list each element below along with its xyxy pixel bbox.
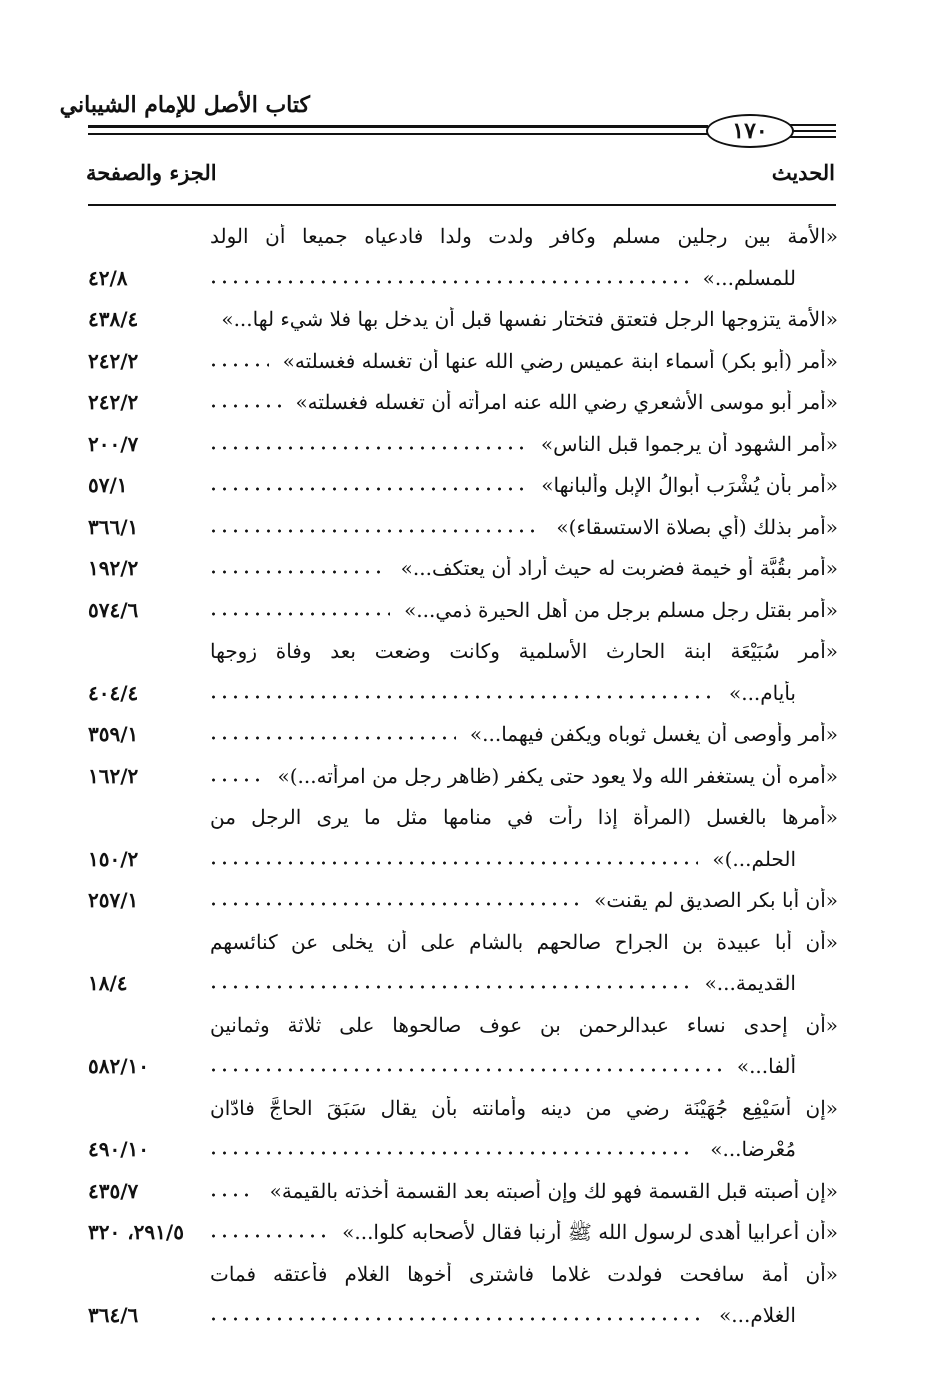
index-entry-line [88,1299,838,1341]
header-rule-right [790,130,836,132]
header-rule-right [790,136,836,138]
leader-dots [208,770,263,790]
entry-reference: ١٩٢/٢ [88,556,139,580]
entry-reference: ٢٤٢/٢ [88,348,139,373]
column-heading-rule [88,204,836,206]
entry-reference: ٥٧٤/٦ [88,597,139,622]
leader-dots [208,1226,328,1246]
leader-dots [208,728,456,748]
leader-dots [208,438,527,458]
index-entry-line [88,1092,838,1134]
page-number: ١٧٠ [706,114,794,148]
index-entry-line [88,677,838,719]
header-rule-top [88,125,708,128]
leader-dots [208,894,580,914]
index-entry-line [88,718,838,760]
entry-text: «أمر وأوصى أن يغسل ثوباه ويكفن فيهما...» [469,722,838,746]
index-entry-line [88,967,838,1009]
entry-text: الحلم...)» [712,846,796,871]
index-entry-line [88,635,838,677]
entry-reference: ٢٥٧/١ [88,888,139,912]
entry-reference: ٤٣٨/٤ [88,307,139,331]
entry-text: بأيام...» [728,680,796,705]
leader-dots [208,479,527,499]
entry-reference: ٣٦٦/١ [88,514,139,539]
leader-dots [208,562,387,582]
column-heading-hadith: الحديث [771,160,835,185]
index-entry-line [88,262,838,304]
entry-text: «أمره أن يستغفر الله ولا يعود حتى يكفر (ظاهر رجل من امرأته...)» [277,763,838,788]
entry-text: «أمر (أبو بكر) أسماء ابنة عميس رضي الله عنها أن تغسله فغسلته» [282,348,838,373]
header-rule-bottom [88,133,708,135]
header-rule-right [790,124,836,126]
leader-dots [208,355,269,375]
leader-dots [208,687,715,707]
entry-text: «أن أبا بكر الصديق لم يقنت» [594,888,838,912]
index-entry-line [88,594,838,636]
entry-text: «أمر بأن يُشْرَب أبوالُ الإبل وألبانها» [541,473,838,497]
entry-reference: ٤٢/٨ [88,265,128,290]
entry-text: «أمرها بالغسل (المرأة إذا رأت في منامها مثل ما يرى الرجل من [210,805,838,829]
index-entry-line [88,1133,838,1175]
column-heading-reference: الجزء والصفحة [86,160,217,185]
index-entry-line [88,843,838,885]
index-entry-line [88,760,838,802]
leader-dots [208,1309,705,1329]
entry-reference: ٢٠٠/٧ [88,431,139,456]
entry-text: للمسلم...» [702,265,796,290]
entry-text: «أمر الشهود أن يرجموا قبل الناس» [540,431,838,456]
index-entry-line [88,552,838,594]
entry-text: «إن أصبته قبل القسمة فهو لك وإن أصبته بعد القسمة أخذته بالقيمة» [269,1178,838,1203]
entry-reference: ٤٩٠/١٠ [88,1137,150,1161]
entry-reference: ١٦٢/٢ [88,763,139,788]
leader-dots [208,1143,696,1163]
leader-dots [208,396,281,416]
index-entry-line [88,345,838,387]
index-entry-line [88,386,838,428]
entry-text: «إن أُسَيْفِع جُهَيْنَة رضي من دينه وأمانته بأن يقال سَبَقَ الحاجَّ فادّان [210,1095,838,1120]
entry-reference: ٥٧/١ [88,473,128,497]
leader-dots [208,853,698,873]
entry-reference: ٣٦٤/٦ [88,1303,139,1327]
leader-dots [208,1060,723,1080]
index-entry-line [88,469,838,511]
index-entry-line [88,1175,838,1217]
entry-reference: ٢٤٢/٢ [88,390,139,414]
leader-dots [208,977,691,997]
index-entry-line [88,220,838,262]
entry-text: «أمر بقتل رجل مسلم برجل من أهل الحيرة ذمي...» [404,597,838,622]
index-entry-line [88,1216,838,1258]
leader-dots [208,521,542,541]
entry-text: «أن إحدى نساء عبدالرحمن بن عوف صالحوها على ثلاثة وثمانين [210,1012,838,1037]
entry-reference: ١٥٠/٢ [88,846,139,871]
entry-text: القديمة...» [704,971,796,995]
entry-text: «أمر أبو موسى الأشعري رضي الله عنه امرأته أن تغسله فغسلته» [295,390,838,414]
entry-text: «أن أمة سافحت فولدت غلاما فاشترى أخوها الغلام فأعتقه فمات [210,1261,838,1286]
entry-reference: ٥٨٢/١٠ [88,1054,150,1078]
index-entry-line [88,428,838,470]
leader-dots [208,1185,256,1205]
entry-reference: ٢٩١/٥، ٣٢٠ [88,1220,184,1244]
entry-reference: ٤٠٤/٤ [88,680,139,705]
index-entry-line [88,1258,838,1300]
index-entry-line [88,926,838,968]
entry-reference: ٣٥٩/١ [88,722,139,746]
index-entry-line [88,303,838,345]
entry-text: «أمر سُبَيْعَة ابنة الحارث الأسلمية وكانت وضعت بعد وفاة زوجها [210,639,838,663]
leader-dots [208,272,689,292]
index-entry-line [88,1009,838,1051]
entry-text: «أمر بقُبَّة أو خيمة فضربت له حيث أراد أن يعتكف...» [400,556,838,580]
entry-text: «الأمة بين رجلين مسلم وكافر ولدت ولدا فادعياه جميعا أن الولد [210,224,838,248]
entry-text: «الأمة يتزوجها الرجل فتعتق فتختار نفسها قبل أن يدخل بها فلا شيء لها...» [221,307,838,331]
index-entry-line [88,1050,838,1092]
book-title: كتاب الأصل للإمام الشيباني [59,92,310,118]
index-entry-line [88,511,838,553]
entry-reference: ٤٣٥/٧ [88,1178,139,1203]
entry-reference: ١٨/٤ [88,971,128,995]
entry-text: «أمر بذلك (أي بصلاة الاستسقاء)» [556,514,838,539]
index-entry-line [88,884,838,926]
entry-text: مُعْرِضا...» [710,1137,796,1161]
entry-text: ألفا...» [736,1054,796,1078]
entry-text: «أن أعرابيا أهدى لرسول الله ﷺ أرنبا فقال لأصحابه كلوا...» [342,1220,838,1244]
entry-text: «أن أبا عبيدة بن الجراح صالحهم بالشام على أن يخلى عن كنائسهم [210,929,838,954]
index-entry-line [88,801,838,843]
leader-dots [208,604,390,624]
entry-text: الغلام...» [719,1303,796,1327]
index-entries [88,220,838,1341]
